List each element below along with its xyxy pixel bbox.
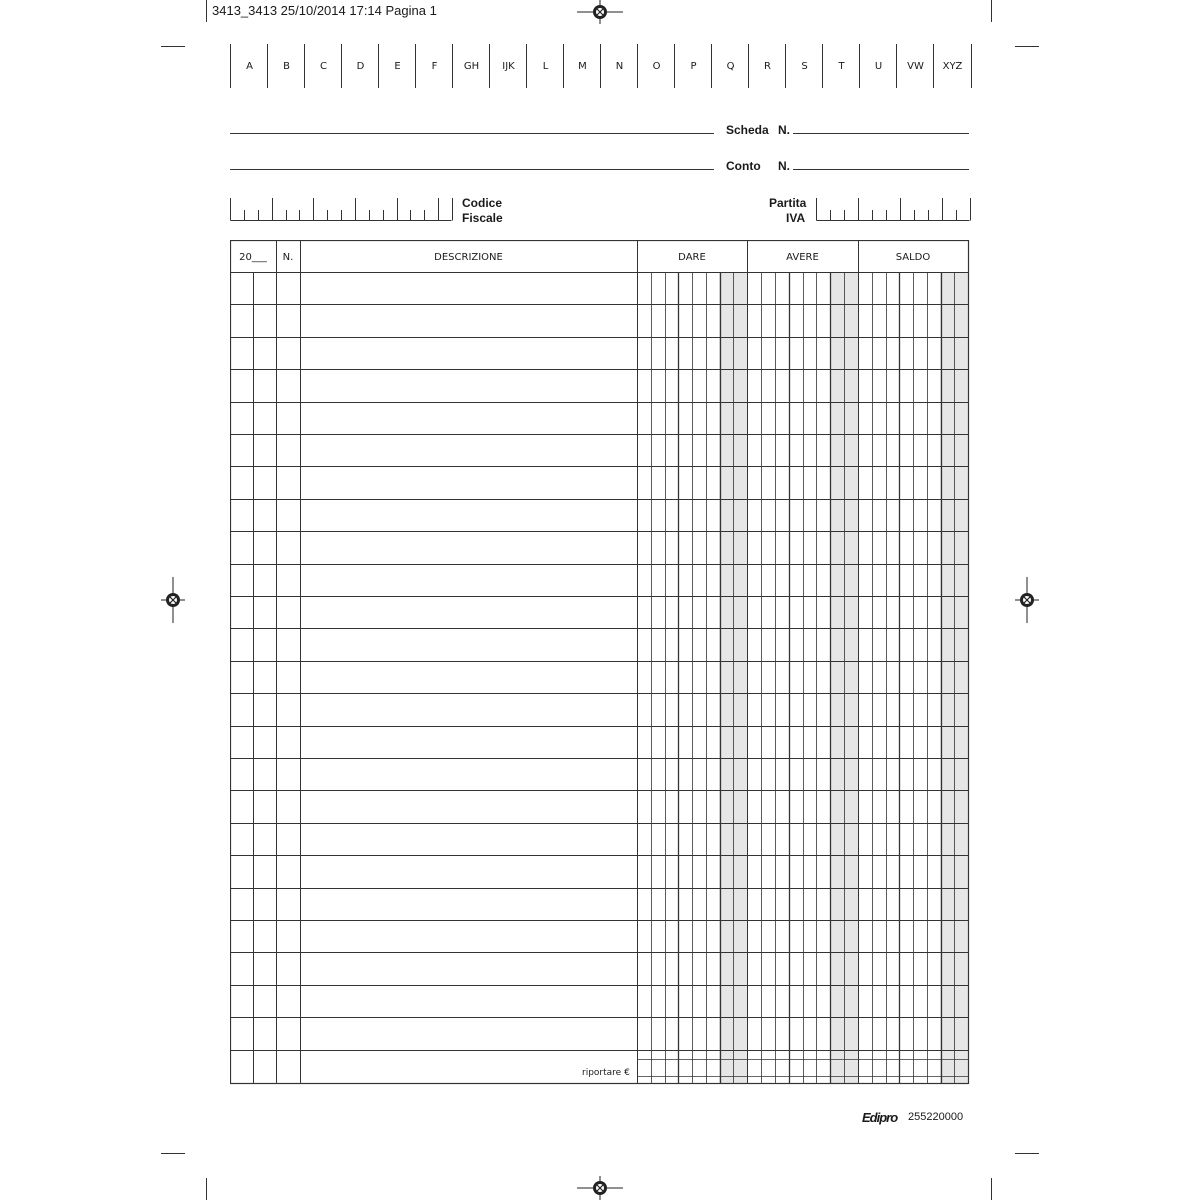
alphabet-tab-u[interactable]: U <box>859 44 897 88</box>
header-dare: DARE <box>678 251 706 263</box>
partita-iva-label-line2: IVA <box>786 211 806 225</box>
alphabet-tab-vw[interactable]: VW <box>896 44 934 88</box>
alphabet-tab-t[interactable]: T <box>822 44 860 88</box>
alphabet-tab-b[interactable]: B <box>267 44 305 88</box>
header-year: 20___ <box>239 251 267 263</box>
crop-mark-bottom-left-v <box>206 1178 207 1200</box>
codice-fiscale-field[interactable] <box>230 196 454 222</box>
alphabet-tab-a[interactable]: A <box>230 44 268 88</box>
crop-mark-top-right-h <box>1015 46 1039 47</box>
crop-mark-top-left-h <box>161 46 185 47</box>
crop-mark-bottom-right-h <box>1015 1153 1039 1154</box>
alphabet-tab-p[interactable]: P <box>674 44 712 88</box>
registration-mark-left-icon <box>161 577 185 623</box>
scheda-number-label: N. <box>778 123 790 137</box>
partita-iva-field[interactable] <box>816 196 972 222</box>
print-header: 3413_3413 25/10/2014 17:14 Pagina 1 <box>212 3 437 18</box>
alphabet-tab-m[interactable]: M <box>563 44 601 88</box>
header-avere: AVERE <box>786 251 819 263</box>
crop-mark-bottom-right-v <box>991 1178 992 1200</box>
crop-mark-top-right-v <box>991 0 992 22</box>
alphabet-tab-n[interactable]: N <box>600 44 638 88</box>
alphabet-tab-d[interactable]: D <box>341 44 379 88</box>
decimal-shade-2 <box>940 272 968 1083</box>
alphabet-tab-e[interactable]: E <box>378 44 416 88</box>
alphabet-tab-xyz[interactable]: XYZ <box>933 44 972 88</box>
product-code: 255220000 <box>908 1111 964 1123</box>
header-number: N. <box>282 251 294 263</box>
registration-mark-right-icon <box>1015 577 1039 623</box>
brand-logo: Edipro <box>862 1110 898 1125</box>
partita-iva-label-line1: Partita <box>769 196 807 210</box>
alphabet-tab-q[interactable]: Q <box>711 44 749 88</box>
crop-mark-bottom-left-h <box>161 1153 185 1154</box>
alphabet-tab-o[interactable]: O <box>637 44 675 88</box>
alphabet-tab-f[interactable]: F <box>415 44 453 88</box>
alphabet-tab-ijk[interactable]: IJK <box>489 44 527 88</box>
ledger-table <box>230 240 972 1086</box>
codice-fiscale-label-line1: Codice <box>462 196 503 210</box>
scheda-label: Scheda <box>726 123 769 137</box>
alphabet-index-tabs <box>230 44 970 88</box>
alphabet-tab-c[interactable]: C <box>304 44 342 88</box>
alphabet-tab-l[interactable]: L <box>526 44 564 88</box>
codice-fiscale-label-line2: Fiscale <box>462 211 503 225</box>
name-line-1 <box>230 133 714 134</box>
conto-number-label: N. <box>778 159 790 173</box>
carry-forward-label: riportare € <box>582 1068 630 1078</box>
decimal-shade-1 <box>830 272 858 1083</box>
name-line-2 <box>230 169 714 170</box>
alphabet-tab-gh[interactable]: GH <box>452 44 490 88</box>
decimal-shade-0 <box>719 272 747 1083</box>
conto-number-field[interactable] <box>793 169 969 170</box>
registration-mark-bottom-icon <box>577 1176 623 1200</box>
conto-label: Conto <box>726 159 761 173</box>
registration-mark-top-icon <box>577 0 623 24</box>
header-saldo: SALDO <box>895 251 931 263</box>
header-description: DESCRIZIONE <box>434 251 503 263</box>
crop-mark-top-left-v <box>206 0 207 22</box>
alphabet-tab-s[interactable]: S <box>785 44 823 88</box>
scheda-number-field[interactable] <box>793 133 969 134</box>
alphabet-tab-r[interactable]: R <box>748 44 786 88</box>
